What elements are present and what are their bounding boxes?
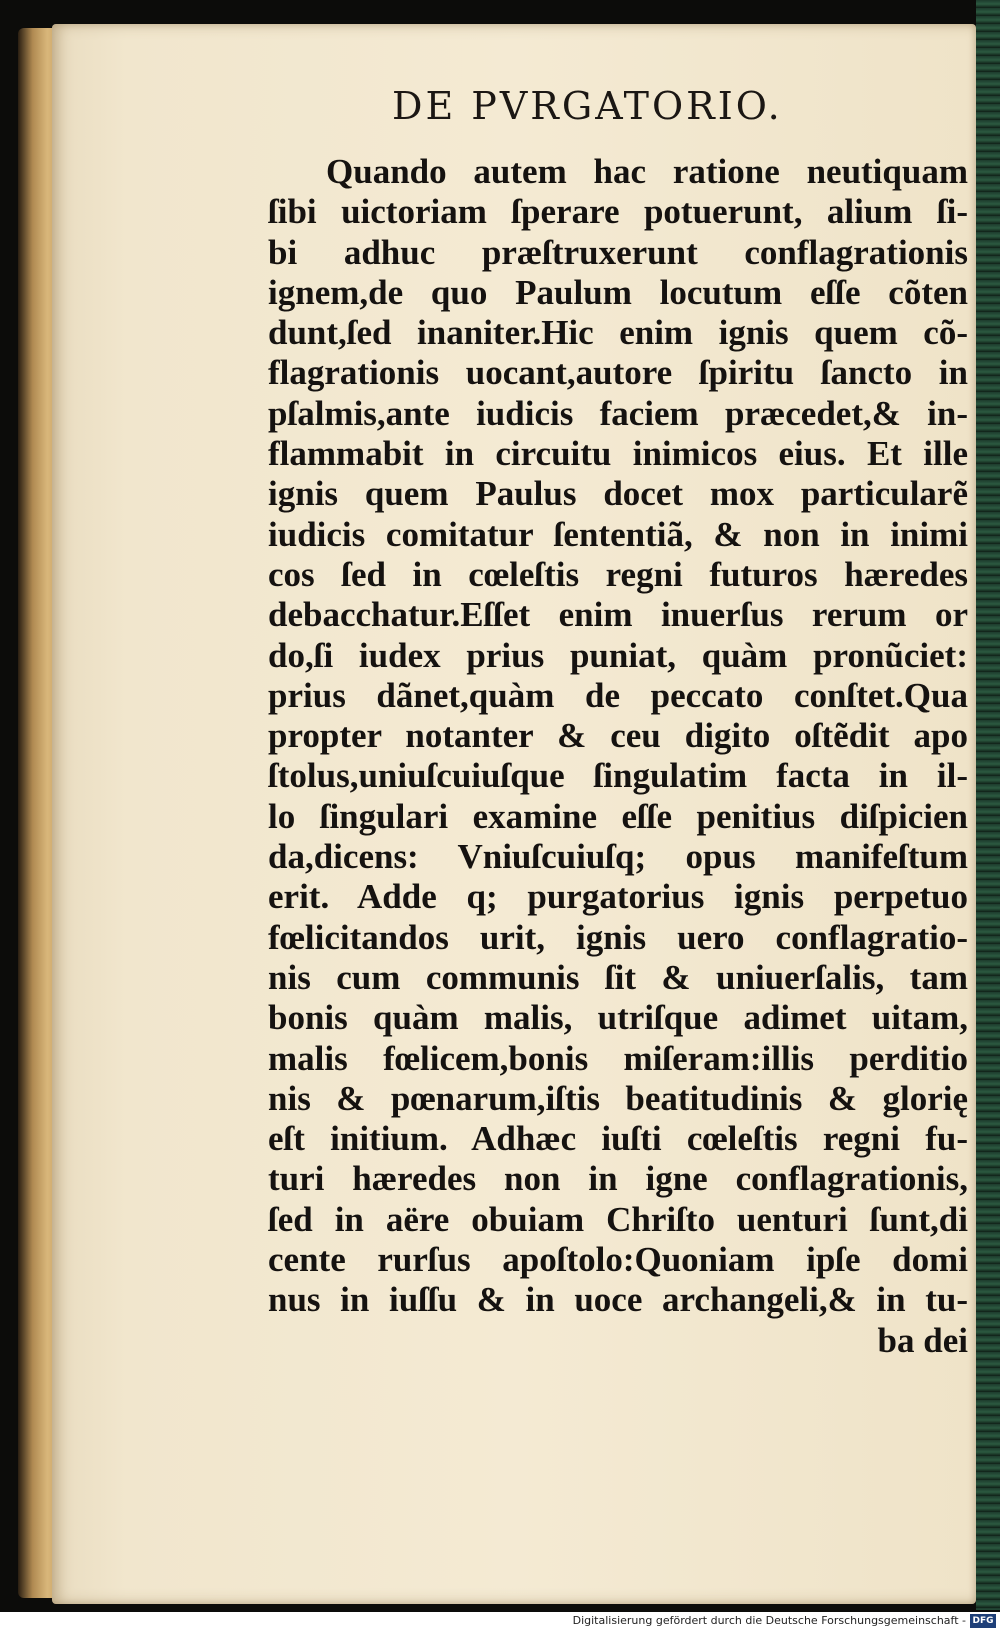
text-line: dunt,ſed inaniter.Hic enim ignis quem cõ- [268, 313, 968, 353]
text-line: eſt initium. Adhæc iuſti cœleſtis regni fu- [268, 1119, 968, 1159]
text-line: Quando autem hac ratione neutiquam [326, 152, 968, 191]
book-page [52, 24, 976, 1604]
text-line: bonis quàm malis, utriſque adimet uitam, [268, 998, 968, 1038]
footer-credit: Digitalisierung gefördert durch die Deutsche Forschungsgemeinschaft - [572, 1614, 966, 1627]
text-line: da,dicens: Vniuſcuiuſq; opus manifeſtum [268, 837, 968, 877]
text-line: ignem,de quo Paulum locutum eſſe cõten [268, 272, 968, 312]
text-line: ſed in aëre obuiam Chriſto uenturi ſunt,di [268, 1199, 968, 1239]
text-line: turi hæredes non in igne conflagrationis, [268, 1159, 968, 1199]
text-line: fœlicitandos urit, ignis uero conflagratio- [268, 917, 968, 957]
text-line: nis & pœnarum,iſtis beatitudinis & glorię [268, 1078, 968, 1118]
scan-border-right [976, 0, 1000, 1610]
text-line: bi adhuc præſtruxerunt conflagrationis [268, 232, 968, 272]
text-line: debacchatur.Eſſet enim inuerſus rerum or [268, 595, 968, 635]
dfg-logo-icon: DFG [970, 1614, 996, 1628]
text-line: cos ſed in cœleſtis regni futuros hæredes [268, 554, 968, 594]
footer-bar [0, 1612, 1000, 1633]
text-line: malis fœlicem,bonis miſeram:illis perditio [268, 1038, 968, 1078]
body-text [268, 152, 968, 1361]
text-line: do,ſi iudex prius puniat, quàm pronũciet: [268, 635, 968, 675]
page-heading: DE PVRGATORIO. [392, 84, 783, 128]
text-line: cente rurſus apoſtolo:Quoniam ipſe domi [268, 1240, 968, 1280]
text-line: flammabit in circuitu inimicos eius. Et ille [268, 434, 968, 474]
text-line: flagrationis uocant,autore ſpiritu ſancto in [268, 353, 968, 393]
catchword: ba dei [877, 1320, 968, 1360]
text-line: propter notanter & ceu digito oſtẽdit apo [268, 716, 968, 756]
text-line: ſibi uictoriam ſperare potuerunt, alium ſi- [268, 192, 968, 232]
text-line: erit. Adde q; purgatorius ignis perpetuo [268, 877, 968, 917]
text-line: ignis quem Paulus docet mox particularẽ [268, 474, 968, 514]
text-line: nis cum communis ſit & uniuerſalis, tam [268, 957, 968, 997]
text-line: lo ſingulari examine eſſe penitius diſpicien [268, 796, 968, 836]
text-line: nus in iuſſu & in uoce archangeli,& in tu- [268, 1280, 968, 1320]
text-line: ſtolus,uniuſcuiuſque ſingulatim facta in il- [268, 756, 968, 796]
text-line: iudicis comitatur ſententiã, & non in inimi [268, 514, 968, 554]
text-line: pſalmis,ante iudicis faciem præcedet,& in- [268, 393, 968, 433]
text-line: prius dãnet,quàm de peccato conſtet.Qua [268, 675, 968, 715]
